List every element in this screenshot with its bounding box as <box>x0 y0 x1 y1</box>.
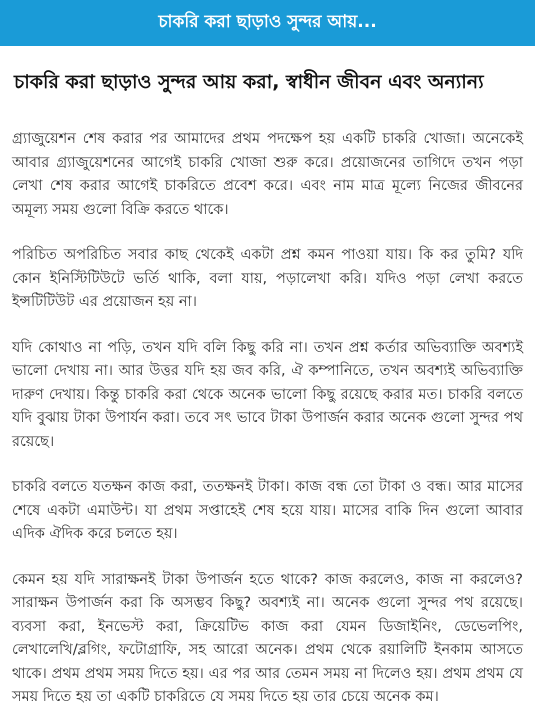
article-paragraph: গ্র্যাজুয়েশন শেষ করার পর আমাদের প্রথম পদক্ষেপ হয় একটি চাকরি খোজা। অনেকেই আবার গ্র্যাজুয়েশনের আগেই চাকরি খোজা শুরু করে। প্রয়োজনের তাগিদে তখন পড়া লেখা শেষ করার আগেই চাকরিতে প্রবেশ করে। এবং নাম মাত্র মূল্যে নিজের জীবনের অমূল্য সময় গুলো বিক্রি করতে থাকে। <box>12 131 523 218</box>
app-header <box>0 0 535 46</box>
article-paragraph: চাকরি বলতে যতক্ষন কাজ করা, ততক্ষনই টাকা। কাজ বন্ধ তো টাকা ও বন্ধ। আর মাসের শেষে একটা এমাউন্ট। যা প্রথম সপ্তাহেই শেষ হয়ে যায়। মাসের বাকি দিন গুলো আবার এদিক ঐদিক করে চলতে হয়। <box>12 479 523 542</box>
article-body <box>12 128 523 710</box>
article-paragraph: যদি কোথাও না পড়ি, তখন যদি বলি কিছু করি না। তখন প্রশ্ন কর্তার অভিব্যাক্তি অবশ্যই ভালো দেখায় না। আর উত্তর যদি হয় জব করি, ঐ কম্পানিতে, তখন অবশ্যই অভিব্যাক্তি দারুণ দেখায়। কিন্তু চাকরি করা থেকে অনেক ভালো কিছু রয়েছে করার মত। চাকরি বলতে যদি বুঝায় টাকা উপার্যন করা। তবে সৎ ভাবে টাকা উপার্জন করার অনেক গুলো সুন্দর পথ রয়েছে। <box>12 339 523 450</box>
article-paragraph: কেমন হয় যদি সারাক্ষনই টাকা উপার্জন হতে থাকে? কাজ করলেও, কাজ না করলেও? সারাক্ষন উপার্জন করা কি অসম্ভব কিছু? অবশ্যই না। অনেক গুলো সুন্দর পথ রয়েছে। ব্যবসা করা, ইনভেস্ট করা, ক্রিয়েটিভ কাজ করা যেমন ডিজাইনিং, ডেভেলপিং, লেখালেখি/ব্লগিং, ফটোগ্রাফি, সহ আরো অনেক। প্রথম থেকে রয়ালিটি ইনকাম আসতে থাকে। প্রথম প্রথম সময় দিতে হয়। এর পর আর তেমন সময় না দিলেও হয়। প্রথম প্রথম যে সময় দিতে হয় তা একটি চাকরিতে যে সময় দিতে হয় তার চেয়ে অনেক কম। <box>12 571 523 705</box>
article-content <box>0 46 535 705</box>
header-title: চাকরি করা ছাড়াও সুন্দর আয়... <box>158 12 377 32</box>
article-headline: চাকরি করা ছাড়াও সুন্দর আয় করা, স্বাধীন জীবন এবং অন্যান্য <box>14 71 484 93</box>
article-paragraph: পরিচিত অপরিচিত সবার কাছ থেকেই একটা প্রশ্ন কমন পাওয়া যায়। কি কর তুমি? যদি কোন ইনিস্টিটিউটে ভর্তি থাকি, বলা যায়, পড়ালেখা করি। যদিও পড়া লেখা করতে ইন্সটিটিউট এর প্রয়োজন হয় না। <box>12 247 523 310</box>
